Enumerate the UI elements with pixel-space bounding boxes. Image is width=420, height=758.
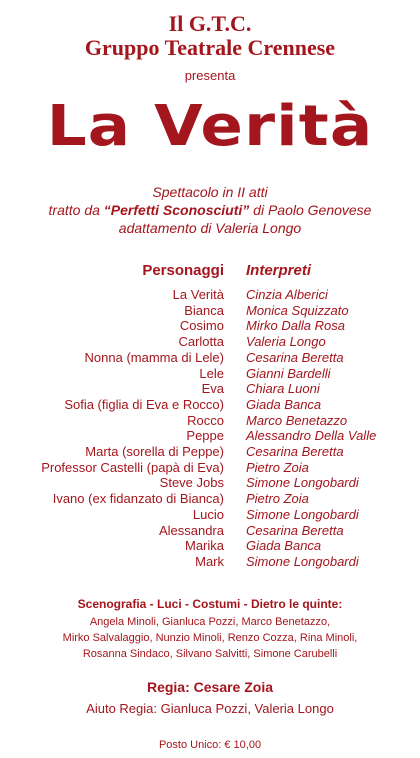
cast-row	[0, 428, 420, 444]
cast-row	[0, 381, 420, 397]
source-work-title: “Perfetti Sconosciuti”	[103, 202, 250, 218]
cast-row	[0, 554, 420, 570]
acts-line: Spettacolo in II atti	[152, 184, 268, 200]
cast-row	[0, 334, 420, 350]
actors-heading: Interpreti	[246, 262, 312, 279]
adaptation-line: adattamento di Valeria Longo	[118, 220, 302, 236]
assistant-director-line: Aiuto Regia: Gianluca Pozzi, Valeria Longo	[86, 701, 334, 716]
cast-row	[0, 507, 420, 523]
role-name: Mark	[195, 553, 224, 569]
actor-name: Cinzia Alberici	[246, 287, 328, 302]
role-name: Eva	[201, 381, 224, 397]
crew-line: Rosanna Sindaco, Silvano Salvitti, Simone Carubelli	[82, 648, 338, 660]
actor-name: Gianni Bardelli	[246, 365, 331, 381]
actor-name: Cesarina Beretta	[246, 522, 344, 538]
actor-name: Cesarina Beretta	[246, 444, 344, 459]
cast-row	[0, 444, 420, 460]
actor-name: Pietro Zoia	[246, 459, 309, 475]
actor-name: Cesarina Beretta	[246, 349, 344, 365]
presents-label: presenta	[184, 68, 236, 83]
role-name: La Verità	[172, 287, 224, 302]
role-name: Carlotta	[178, 334, 224, 350]
cast-row	[0, 366, 420, 382]
cast-row	[0, 318, 420, 334]
crew-title: Scenografia - Luci - Costumi - Dietro le quinte:	[77, 597, 343, 611]
actor-name: Giada Banca	[246, 396, 322, 412]
role-name: Nonna (mamma di Lele)	[84, 349, 224, 365]
actor-name: Simone Longobardi	[246, 506, 359, 522]
role-name: Bianca	[184, 302, 224, 318]
role-name: Marika	[184, 538, 224, 554]
role-name: Lele	[199, 365, 224, 381]
actor-name: Marco Benetazzo	[246, 412, 348, 428]
role-name: Steve Jobs	[159, 475, 224, 491]
director-line: Regia: Cesare Zoia	[146, 679, 274, 695]
cast-row	[0, 397, 420, 413]
actor-name: Valeria Longo	[246, 334, 326, 350]
cast-heading	[0, 262, 420, 280]
role-name: Peppe	[186, 428, 224, 444]
actor-name: Giada Banca	[246, 538, 322, 554]
cast-row	[0, 460, 420, 476]
crew-line: Mirko Salvalaggio, Nunzio Minoli, Renzo Cozza, Rina Minoli,	[62, 632, 358, 644]
roles-heading: Personaggi	[142, 262, 224, 279]
cast-row	[0, 350, 420, 366]
actor-name: Monica Squizzato	[246, 302, 349, 318]
role-name: Lucio	[192, 506, 224, 522]
ticket-price: Posto Unico: € 10,00	[158, 739, 262, 751]
cast-row	[0, 303, 420, 319]
actor-name: Simone Longobardi	[246, 553, 359, 569]
show-title: La Verità	[46, 94, 374, 159]
cast-row	[0, 287, 420, 303]
source-suffix: di Paolo Genovese	[249, 202, 372, 218]
role-name: Sofia (figlia di Eva e Rocco)	[64, 396, 224, 412]
role-name: Rocco	[187, 412, 224, 428]
source-prefix: tratto da	[48, 202, 104, 218]
company-name: Gruppo Teatrale Crennese	[84, 35, 336, 60]
source-line	[0, 201, 420, 219]
actor-name: Alessandro Della Valle	[246, 428, 377, 444]
role-name: Professor Castelli (papà di Eva)	[41, 459, 224, 475]
crew-line: Angela Minoli, Gianluca Pozzi, Marco Benetazzo,	[89, 616, 331, 628]
role-name: Ivano (ex fidanzato di Bianca)	[52, 491, 224, 507]
cast-row	[0, 538, 420, 554]
cast-row	[0, 475, 420, 491]
cast-row	[0, 523, 420, 539]
role-name: Alessandra	[158, 522, 224, 538]
actor-name: Simone Longobardi	[246, 475, 359, 491]
actor-name: Pietro Zoia	[246, 491, 309, 507]
role-name: Marta (sorella di Peppe)	[85, 444, 224, 459]
cast-row	[0, 413, 420, 429]
role-name: Cosimo	[179, 318, 224, 334]
actor-name: Mirko Dalla Rosa	[246, 318, 345, 334]
actor-name: Chiara Luoni	[246, 381, 320, 397]
cast-row	[0, 491, 420, 507]
company-acronym: Il G.T.C.	[168, 11, 252, 36]
